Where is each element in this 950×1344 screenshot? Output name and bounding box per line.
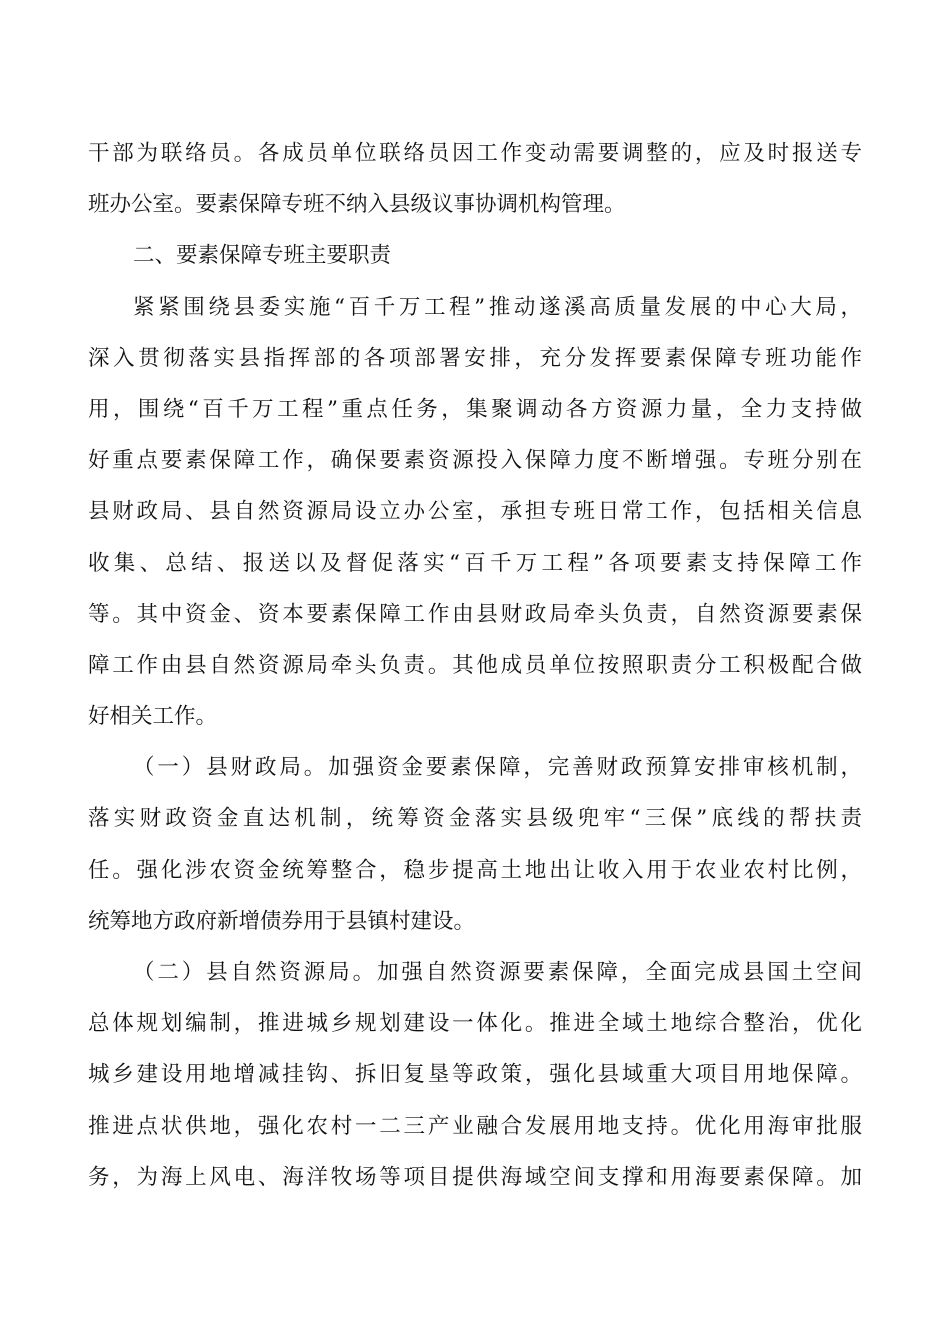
body-line: 班办公室。要素保障专班不纳入县级议事协调机构管理。 — [88, 192, 626, 218]
body-line: 务，为海上风电、海洋牧场等项目提供海域空间支撑和用海要素保障。加 — [88, 1164, 862, 1190]
body-line: 好重点要素保障工作，确保要素资源投入保障力度不断增强。专班分别在 — [88, 448, 862, 474]
body-line: 好相关工作。 — [88, 704, 218, 730]
subsection-line: （一）县财政局。加强资金要素保障，完善财政预算安排审核机制， — [133, 755, 862, 781]
document-body — [88, 128, 862, 1203]
subsection-line: （二）县自然资源局。加强自然资源要素保障，全面完成县国土空间 — [133, 960, 862, 985]
body-line: 总体规划编制，推进城乡规划建设一体化。推进全域土地综合整治，优化 — [88, 1011, 862, 1037]
body-line: 推进点状供地，强化农村一二三产业融合发展用地支持。优化用海审批服 — [88, 1113, 862, 1139]
body-line: 等。其中资金、资本要素保障工作由县财政局牵头负责，自然资源要素保 — [88, 601, 862, 627]
body-line: 统筹地方政府新增债券用于县镇村建设。 — [88, 908, 476, 934]
body-line: 收集、总结、报送以及督促落实“百千万工程”各项要素支持保障工作 — [88, 550, 862, 576]
body-line: 任。强化涉农资金统筹整合，稳步提高土地出让收入用于农业农村比例， — [88, 857, 862, 883]
body-line: 落实财政资金直达机制，统筹资金落实县级兜牢“三保”底线的帮扶责 — [88, 806, 862, 832]
body-line: 县财政局、县自然资源局设立办公室，承担专班日常工作，包括相关信息 — [88, 499, 862, 525]
body-line: 深入贯彻落实县指挥部的各项部署安排，充分发挥要素保障专班功能作 — [88, 345, 862, 371]
body-line: 城乡建设用地增减挂钩、拆旧复垦等政策，强化县域重大项目用地保障。 — [88, 1062, 862, 1088]
body-line: 干部为联络员。各成员单位联络员因工作变动需要调整的，应及时报送专 — [88, 141, 862, 166]
body-line: 用，围绕“百千万工程”重点任务，集聚调动各方资源力量，全力支持做 — [88, 396, 862, 422]
body-line: 障工作由县自然资源局牵头负责。其他成员单位按照职责分工积极配合做 — [88, 652, 862, 678]
section-heading: 二、要素保障专班主要职责 — [133, 243, 392, 269]
body-line: 紧紧围绕县委实施“百千万工程”推动遂溪高质量发展的中心大局， — [133, 294, 862, 320]
